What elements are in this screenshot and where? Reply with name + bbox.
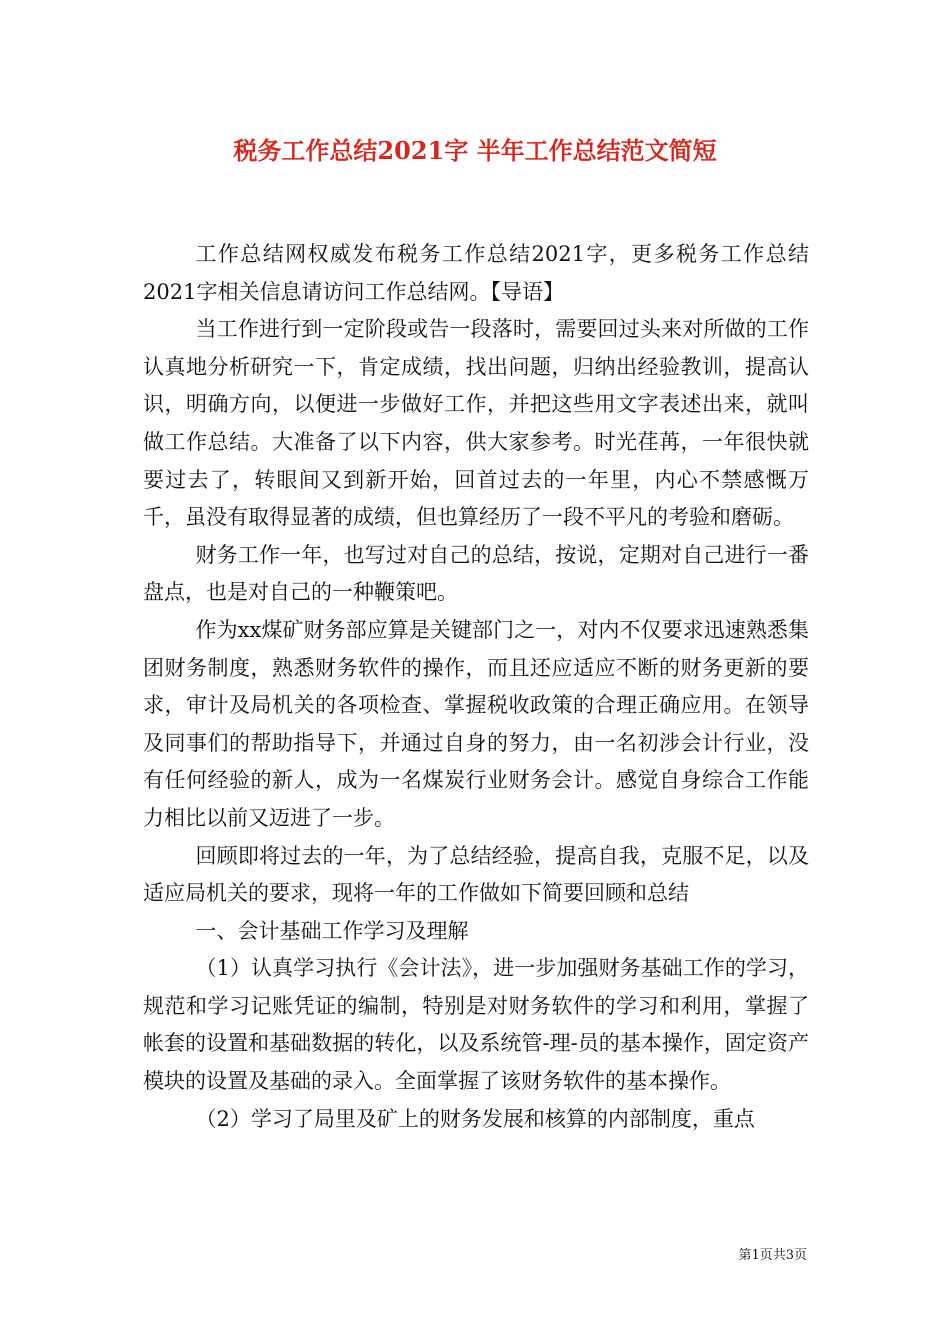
paragraph: 回顾即将过去的一年，为了总结经验，提高自我，克服不足，以及适应局机关的要求，现将一年的工作做如下简要回顾和总结 [143,843,809,906]
paragraph: （2）学习了局里及矿上的财务发展和核算的内部制度，重点 [195,1106,755,1131]
section-heading: 一、会计基础工作学习及理解 [195,918,469,943]
paragraph: 作为xx煤矿财务部应算是关键部门之一，对内不仅要求迅速熟悉集团财务制度，熟悉财务软件的操作，而且还应适应不断的财务更新的要求，审计及局机关的各项检查、掌握税收政策的合理正确应用。在领导及同事们的帮助指导下，并通过自身的努力，由一名初涉会计行业，没有任何经验的新人，成为一名煤炭行业财务会计。感觉自身综合工作能力相比以前又迈进了一步。 [143,617,809,830]
page-indicator: 第1页共3页 [738,1248,807,1263]
document-body [143,236,809,1138]
paragraph: 财务工作一年，也写过对自己的总结，按说，定期对自己进行一番盘点，也是对自己的一种鞭策吧。 [143,542,809,605]
document-title: 税务工作总结2021字 半年工作总结范文简短 [233,136,717,165]
paragraph: （1）认真学习执行《会计法》，进一步加强财务基础工作的学习，规范和学习记账凭证的编制，特别是对财务软件的学习和利用，掌握了帐套的设置和基础数据的转化，以及系统管-理-员的基本操作，固定资产模块的设置及基础的录入。全面掌握了该财务软件的基本操作。 [143,956,809,1094]
paragraph: 工作总结网权威发布税务工作总结2021字，更多税务工作总结2021字相关信息请访问工作总结网。【导语】 [143,242,809,304]
paragraph: 当工作进行到一定阶段或告一段落时，需要回过头来对所做的工作认真地分析研究一下，肯定成绩，找出问题，归纳出经验教训，提高认识，明确方向，以便进一步做好工作，并把这些用文字表述出来，就叫做工作总结。大准备了以下内容，供大家参考。时光荏苒，一年很快就要过去了，转眼间又到新开始，回首过去的一年里，内心不禁感慨万千，虽没有取得显著的成绩，但也算经历了一段不平凡的考验和磨砺。 [143,317,809,530]
